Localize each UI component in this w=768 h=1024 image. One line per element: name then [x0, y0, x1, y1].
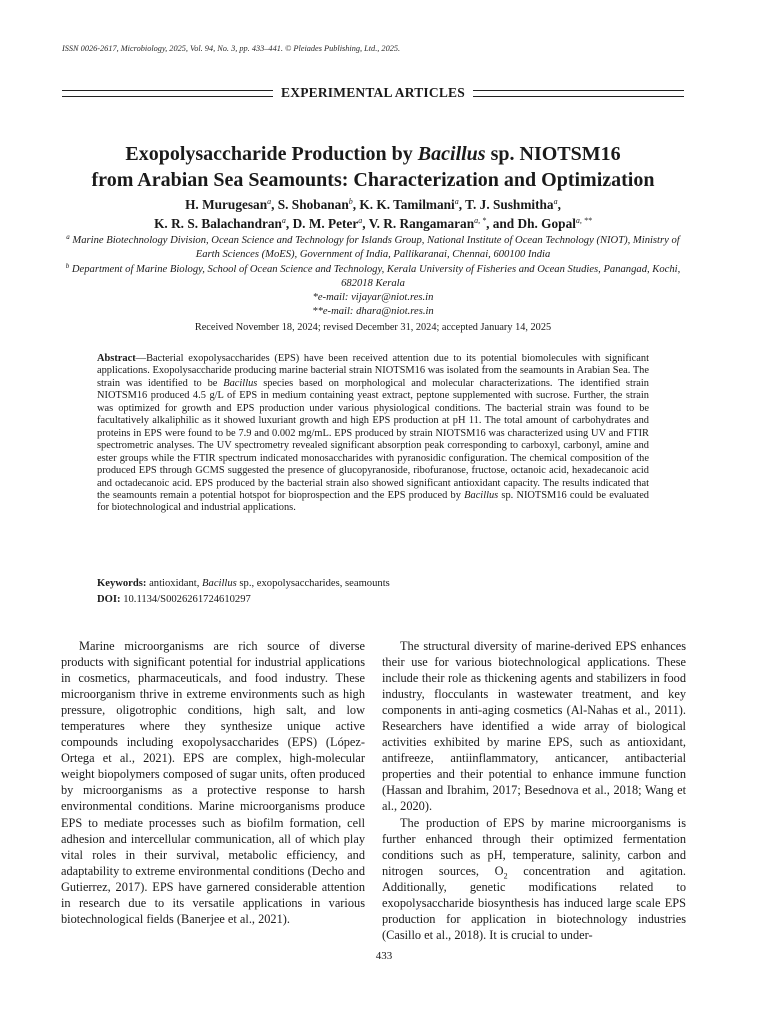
author-affil-mark: a, *	[474, 216, 487, 225]
received-dates: Received November 18, 2024; revised December 31, 2024; accepted January 14, 2025	[194, 322, 552, 333]
abstract-text: species based on morphological and molecular characterizations. The identified strain NIOTSM16 produced 4.5 g/L of EPS in medium containing yeast extract, peptone supplemented with sucrose. Further, the strain was optimized for growth and EPS production under various physiological conditions. The bacterial strain was found to be facultatively alkaliphilic as it showed luxuriant growth and high EPS production at pH 11. The total amount of carbohydrates and proteins in EPS were found to be 7.9 and 0.002 mg/mL. EPS produced by strain NIOTSM16 was characterized using UV and FTIR spectrometric analyses. The UV spectrometry revealed significant absorption peak corresponding to carboxyl, carbonyl, amine and ester groups while the FTIR spectrum indicated monosaccharides with pyranosidic configuration. The chemical composition of the produced EPS through GCMS suggested the presence of glucopyranoside, ribofuranose, fructose, octanoic acid, hexadecanoic acid and octadecanoic acid. EPS produced by the bacterial strain also showed significant antioxidant capacity. The results indicated that the seamounts remain a potential hotspot for bioprospection and the EPS produced by	[97, 377, 649, 501]
doi-line	[97, 592, 649, 608]
affiliation-b	[62, 263, 684, 292]
author: T. J. Sushmitha	[465, 197, 554, 212]
affiliation-mark: b	[65, 261, 70, 270]
body-paragraph: Marine microorganisms are rich source of diverse products with significant potential for industrial applications in cosmetics, pharmaceuticals, and food industry. These microorganism thrive in extreme environments such as high pressure, oligotrophic conditions, high salt, and low temperatures where they synthesize unique active compounds including exopolysaccharides (EPS) (López-Ortega et al., 2021). EPS are complex, high-molecular weight biopolymers composed of sugar units, often produced by microorganisms as a protective response to harsh environmental conditions. Marine microorganisms produce EPS to mediate processes such as biofilm formation, cell adhesion and intercellular communication, all of which play vital roles in their survival, metabolic efficiency, and adaptability to extreme environmental conditions (Decho and Gutierrez, 2017). EPS have garnered considerable attention in research due to its versatile applications in various biotechnological fields (Banerjee et al., 2021).	[61, 639, 365, 926]
body-paragraph: The structural diversity of marine-derived EPS enhances their use for various biotechnological applications. These include their role as thickening agents and stabilizers in food industry, flocculants in wastewater treatment, and key components in anti-aging cosmetics (Al-Nahas et al., 2011). Researchers have identified a wide array of biological activities exhibited by marine EPS, such as antioxidant, antifreeze, antiinflammatory, anticancer, antibacterial properties and their potential to enhance immune function (Hassan and Ibrahim, 2017; Besednova et al., 2018; Wang et al., 2020).	[382, 639, 686, 814]
doi-label: DOI:	[97, 594, 121, 605]
keywords-line	[97, 576, 649, 592]
author: D. M. Peter	[292, 216, 359, 231]
affiliation-mark: a	[66, 233, 70, 241]
affiliation-text: Marine Biotechnology Division, Ocean Science and Technology for Islands Group, National Institute of Ocean Technology (NIOT), Ministry of Earth Sciences (MoES), Government of India, Pallikaranai, Chennai, 600100 India	[72, 235, 680, 261]
abstract-text: —Bacterial exopolysaccharides (EPS) have been received attention due to its potential biomolecules with significant applications. Exopolysaccharide producing marine bacterial strain NIOTSM16 was isolated from the seamounts in Arabian Sea. The strain was identified to be	[97, 353, 649, 389]
keywords-label: Keywords:	[97, 578, 147, 589]
body-text: The production of EPS by marine microorganisms is further enhanced through their optimized fermentation conditions such as pH, temperature, salinity, carbon and nitrogen sources, O	[382, 815, 686, 878]
abstract	[97, 353, 649, 515]
email-line: **e-mail: dhara@niot.res.in	[312, 306, 434, 318]
page-number: 433	[375, 950, 393, 962]
affiliation-a	[62, 234, 684, 263]
doi-value[interactable]: 10.1134/S0026261724610297	[120, 594, 251, 605]
author-affil-mark: a	[281, 216, 286, 225]
author: S. Shobanan	[277, 197, 349, 212]
author: K. R. S. Balachandran	[154, 216, 282, 231]
affiliation-text: Department of Marine Biology, School of Ocean Science and Technology, Kerala University of Fisheries and Ocean Studies, Panangad, Kochi, 682018 Kerala	[71, 263, 681, 289]
running-header: ISSN 0026-2617, Microbiology, 2025, Vol. 94, No. 3, pp. 433–441. © Pleiades Publishing, Ltd., 2025.	[62, 44, 401, 53]
double-rule-right	[473, 90, 684, 97]
title-part2: sp. NIOTSM16	[485, 143, 621, 165]
author: K. K. Tamilmani	[359, 197, 455, 212]
subscript: 2	[503, 871, 508, 881]
title-part1: Exopolysaccharide Production by	[125, 143, 418, 165]
keywords-text: antioxidant,	[146, 578, 203, 589]
author-affil-mark: a	[267, 197, 272, 206]
body-text: concentration and agitation. Additionally, genetic modifications related to exopolysaccharide biosynthesis has induced large scale EPS production for application in biotechnology industries (Casillo et al., 2018). It is crucial to under-	[382, 863, 687, 942]
author-affil-mark: b	[348, 197, 353, 206]
body-column-right	[382, 638, 686, 943]
affiliations	[62, 234, 684, 320]
author-affil-mark: a, **	[575, 216, 592, 225]
author-affil-mark: a	[358, 216, 363, 225]
author: H. Murugesan	[185, 197, 268, 212]
keywords-text: sp., exopolysaccharides, seamounts	[236, 578, 390, 589]
section-band	[62, 85, 684, 101]
abstract-text: sp. NIOTSM16 could be evaluated for biotechnological and industrial applications.	[97, 489, 649, 514]
article-title	[62, 141, 684, 193]
author-list: H. Murugesan$^a$, S. Shobanan$^b$, K. K. Tamilmani$^a$, T. J. Sushmitha$^a$, K. R. S. Balachandran$^a$, D. M. Peter$^a$, V. R. Rangamaran$^{a, *}$, and Dh. Gopal$^{a, **}$	[154, 197, 592, 231]
section-label: EXPERIMENTAL ARTICLES	[281, 85, 465, 100]
author: V. R. Rangamaran	[368, 216, 475, 231]
abstract-genus: Bacillus	[464, 489, 499, 501]
double-rule-left	[62, 90, 273, 97]
abstract-genus: Bacillus	[223, 377, 258, 389]
body-paragraph	[382, 815, 686, 943]
keywords-block	[97, 576, 649, 608]
author-affil-mark: a	[553, 197, 558, 206]
title-genus: Bacillus	[417, 143, 486, 165]
author: Dh. Gopal	[517, 216, 576, 231]
body-column-left	[61, 638, 365, 927]
keywords-genus: Bacillus	[202, 578, 237, 589]
abstract-label: Abstract	[97, 353, 136, 364]
title-line2: from Arabian Sea Seamounts: Characterization and Optimization	[91, 169, 655, 191]
email-line: *e-mail: vijayar@niot.res.in	[312, 292, 434, 304]
author-affil-mark: a	[454, 197, 459, 206]
